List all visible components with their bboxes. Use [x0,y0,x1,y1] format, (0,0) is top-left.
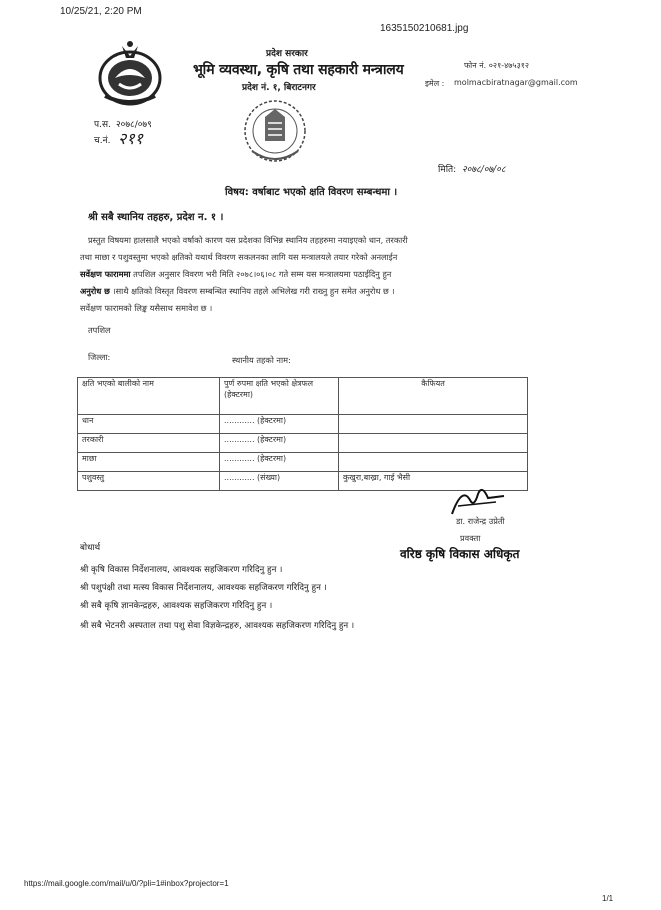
print-page-counter: 1/1 [602,894,614,903]
body-line-3-rest: तपशिल अनुसार विवरण भरी मिति २०७८।०६।०८ गते सम्म यस मन्त्रालयमा पठाईदिनु हुन [130,269,392,279]
body-line-3 [80,266,391,283]
province-address: प्रदेश नं. १, बिराटनगर [242,83,316,93]
district-label: जिल्ला: [88,352,111,362]
government-name: प्रदेश सरकार [266,49,308,59]
designation-stamp: वरिष्ठ कृषि विकास अधिकृत [400,547,520,561]
email-label: इमेल : [425,79,445,88]
row-value: ............ (संख्या) [220,472,339,491]
body-line-4-rest: ।साथै क्षतिको विस्तृत विवरण सम्बन्धित स्थानिय तहले अभिलेख गरी राख्नु हुन समेत अनुरोध छ । [109,286,395,296]
ministry-name: भूमि व्यवस्था, कृषि तथा सहकारी मन्त्रालय [193,62,404,78]
table-row [78,434,528,453]
row-remark [339,415,528,434]
email-address: molmacbiratnagar@gmail.com [454,78,578,87]
cc-label: बोधार्थ [80,543,101,553]
row-name: माछा [78,453,220,472]
patra-sankhya-label: प.स. [94,120,111,130]
row-remark [339,453,528,472]
request-emphasis: अनुरोध छ [80,286,110,296]
print-url: https://mail.google.com/mail/u/0/?pli=1#inbox?projector=1 [24,879,229,888]
body-line-5: सर्वेक्षण फारामको लिङ्क यसैसाथ समावेश छ । [80,303,213,313]
body-line-1: प्रस्तुत विषयमा हालसालै भएको वर्षाको कारण यस प्रदेशका विभिन्न स्थानिय तहहरुमा नयाइएको धान, तरकारी [88,235,408,245]
cc-item: श्री सबै भेटनरी अस्पताल तथा पशु सेवा विज्ञकेन्द्रहरु, आवश्यक सहजिकरण गरिदिनु हुन । [80,621,355,631]
patra-sankhya-value: २०७८/०७९ [116,120,152,130]
damage-table [77,377,528,491]
chalani-number-label: च.नं. [94,136,111,146]
table-row [78,415,528,434]
cc-item: श्री पशुपंक्षी तथा मत्स्य विकास निर्देशनालय, आवश्यक सहजिकरण गरिदिनु हुन । [80,583,327,593]
header-damaged-area: पुर्ण रुपमा क्षति भएको क्षेत्रफल (हेक्टरमा) [220,378,339,415]
office-seal-stamp [240,95,310,167]
date-label: मिति: [438,165,457,175]
cc-item: श्री कृषि विकास निर्देशनालय, आवश्यक सहजिकरण गरिदिनु हुन । [80,565,283,575]
row-remark: कुखुरा,बाख्रा, गाई भैसी [339,472,528,491]
header-crop-name: क्षति भएको बालीको नाम [78,378,220,415]
nepal-emblem [95,38,165,108]
table-header-row [78,378,528,415]
body-line-2: तथा माछा र पशुवस्तुमा भएको क्षतिको यथार्थ विवरण सकलनका लागि यस मन्त्रालयले तयार गरेको अनलाईन [80,252,398,262]
subject-line: विषय: वर्षाबाट भएको क्षति विवरण सम्बन्धमा । [225,187,398,198]
header-remarks: कैफियत [339,378,528,415]
survey-form-emphasis: सर्वेक्षण फाराममा [80,269,131,279]
local-level-label: स्थानीय तहको नाम: [232,355,291,365]
tapsil-heading: तपशिल [88,325,111,335]
signatory-role: प्रवक्ता [460,533,481,543]
addressee-line: श्री सबै स्थानिय तहहरु, प्रदेश न. १ । [88,212,224,223]
row-name: धान [78,415,220,434]
cc-item: श्री सबै कृषि ज्ञानकेन्द्रहरु, आवश्यक सहजिकरण गरिदिनु हुन । [80,601,273,611]
table-row [78,453,528,472]
row-remark [339,434,528,453]
chalani-number-value: २११ [118,129,143,148]
signatory-name: डा. राजेन्द्र उप्रेती [456,516,505,526]
row-value: ............ (हेक्टरमा) [220,415,339,434]
body-line-4 [80,283,394,300]
print-datetime: 10/25/21, 2:20 PM [60,6,142,17]
print-filename: 1635150210681.jpg [380,23,469,34]
row-value: ............ (हेक्टरमा) [220,434,339,453]
row-value: ............ (हेक्टरमा) [220,453,339,472]
row-name: पशुवस्तु [78,472,220,491]
date-value: २०७८/०७/०८ [462,165,506,175]
phone-number: फोन नं. ०२१-४७५३१२ [464,61,530,70]
row-name: तरकारी [78,434,220,453]
